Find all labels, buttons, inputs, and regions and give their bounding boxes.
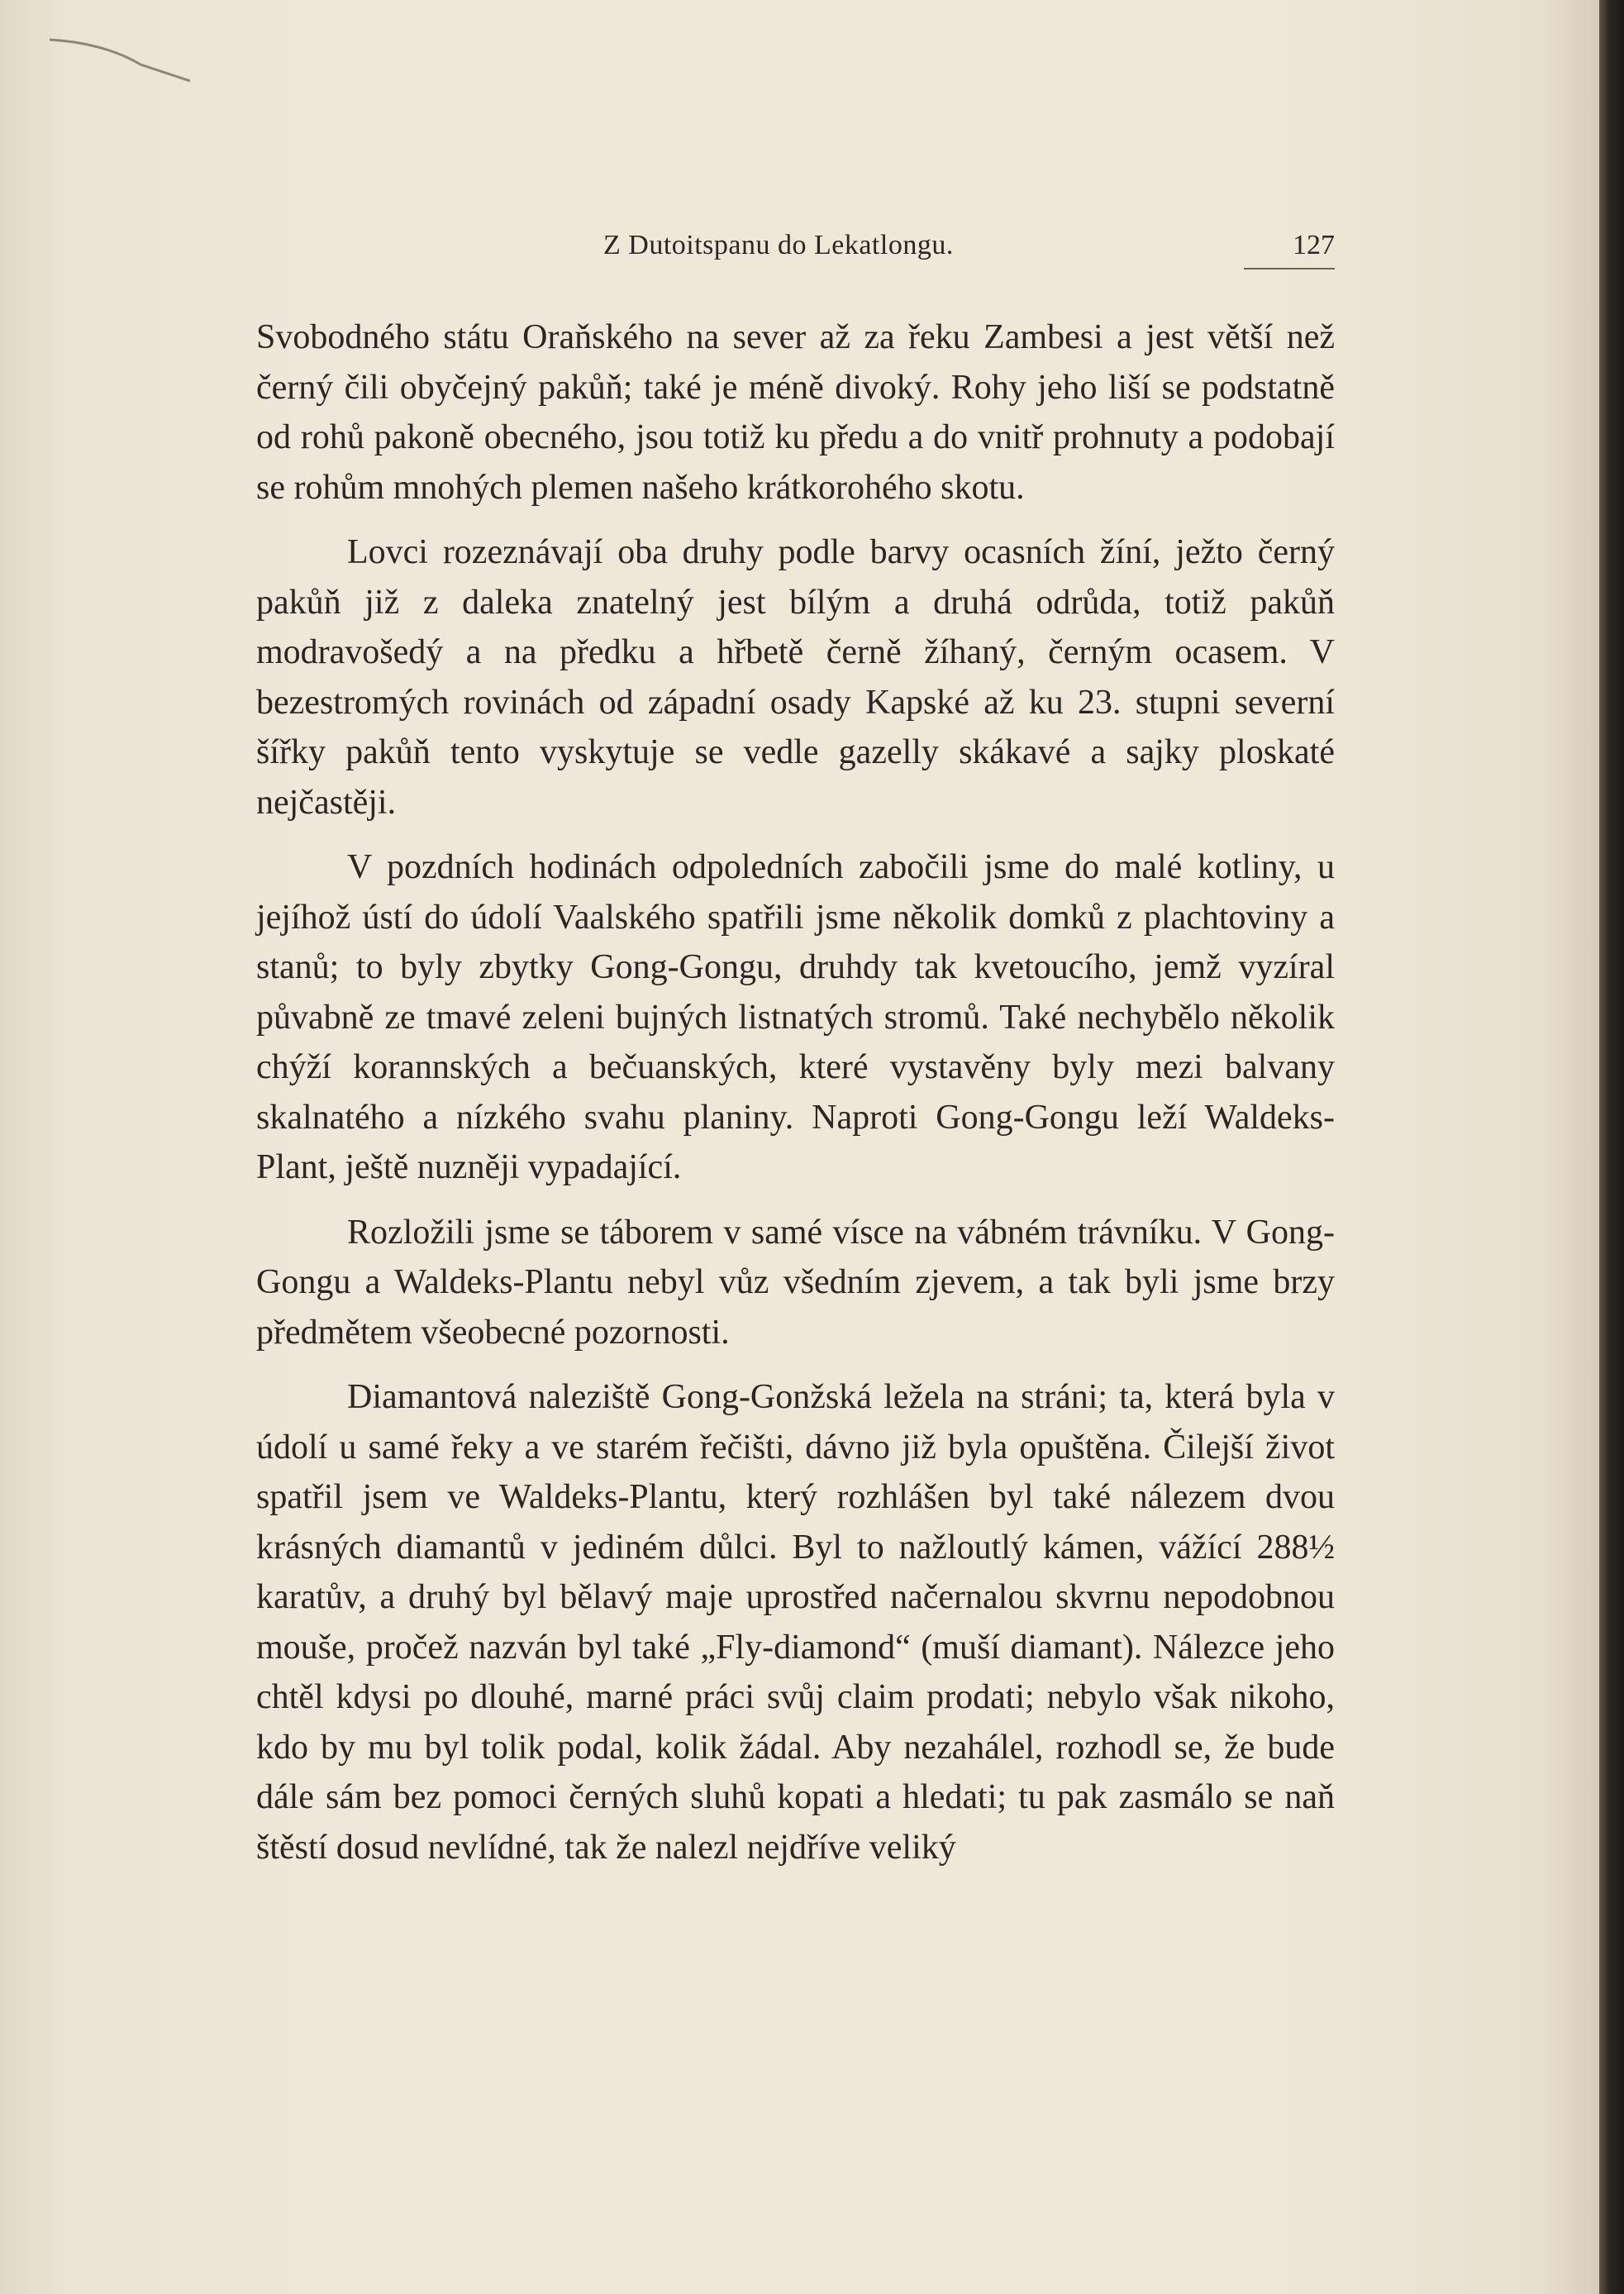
body-text xyxy=(256,312,1335,1887)
paragraph-3: V pozdních hodinách odpoledních zabočili jsme do malé kotliny, u jejíhož ústí do údolí Vaalského spatřili jsme několik domků z plachtoviny a stanů; to byly zbytky Gong-Gongu, druhdy tak kvetoucího, jemž vyzíral půvabně ze tmavé zeleni bujných listnatých stromů. Také nechybělo několik chýží korannských a bečuanských, které vystavěny byly mezi balvany skalnatého a nízkého svahu planiny. Naproti Gong-Gongu leží Waldeks-Plant, ještě nuzněji vypadající. xyxy=(256,848,1335,1186)
paragraph-2: Lovci rozeznávají oba druhy podle barvy ocasních žíní, ježto černý pakůň již z daleka znatelný jest bílým a druhá odrůda, totiž pakůň modravošedý a na předku a hřbetě černě žíhaný, černým ocasem. V bezestromých rovinách od západní osady Kapské až ku 23. stupni severní šířky pakůň tento vyskytuje se vedle gazelly skákavé a sajky ploskaté nejčastěji. xyxy=(256,533,1335,822)
page-header xyxy=(256,230,1335,271)
page-corner-fold-mark xyxy=(50,33,190,83)
header-rule xyxy=(1244,268,1335,269)
paragraph-5: Diamantová naleziště Gong-Gonžská ležela na stráni; ta, která byla v údolí u samé řeky a ve starém řečišti, dávno již byla opuštěna. Čilejší život spatřil jsem ve Waldeks-Plantu, který rozhlášen byl také nálezem dvou krásných diamantů v jediném důlci. Byl to nažloutlý kámen, vážící 288½ karatův, a druhý byl bělavý maje uprostřed načernalou skvrnu nepodobnou mouše, pročež nazván byl také „Fly-diamond“ (muší diamant). Nálezce jeho chtěl kdysi po dlouhé, marné práci svůj claim prodati; nebylo však nikoho, kdo by mu byl tolik podal, kolik žádal. Aby nezahálel, rozhodl se, že bude dále sám bez pomoci černých sluhů kopati a hledati; tu pak zasmálo se naň štěstí dosud nevlídné, tak že nalezl nejdříve veliký xyxy=(256,1378,1335,1867)
paragraph-1: Svobodného státu Oraňského na sever až za řeku Zambesi a jest větší než černý čili obyčejný pakůň; také je méně divoký. Rohy jeho liší se podstatně od rohů pakoně obecného, jsou totiž ku předu a do vnitř prohnuty a podobají se rohům mnohých plemen našeho krátkorohého skotu. xyxy=(256,318,1335,507)
book-spine-shadow xyxy=(1599,0,1624,2294)
running-title: Z Dutoitspanu do Lekatlongu. xyxy=(603,230,954,260)
page-number: 127 xyxy=(1293,230,1335,260)
paragraph-4: Rozložili jsme se táborem v samé vísce na vábném trávníku. V Gong-Gongu a Waldeks-Plantu nebyl vůz všedním zjevem, a tak byli jsme brzy předmětem všeobecné pozornosti. xyxy=(256,1213,1335,1352)
